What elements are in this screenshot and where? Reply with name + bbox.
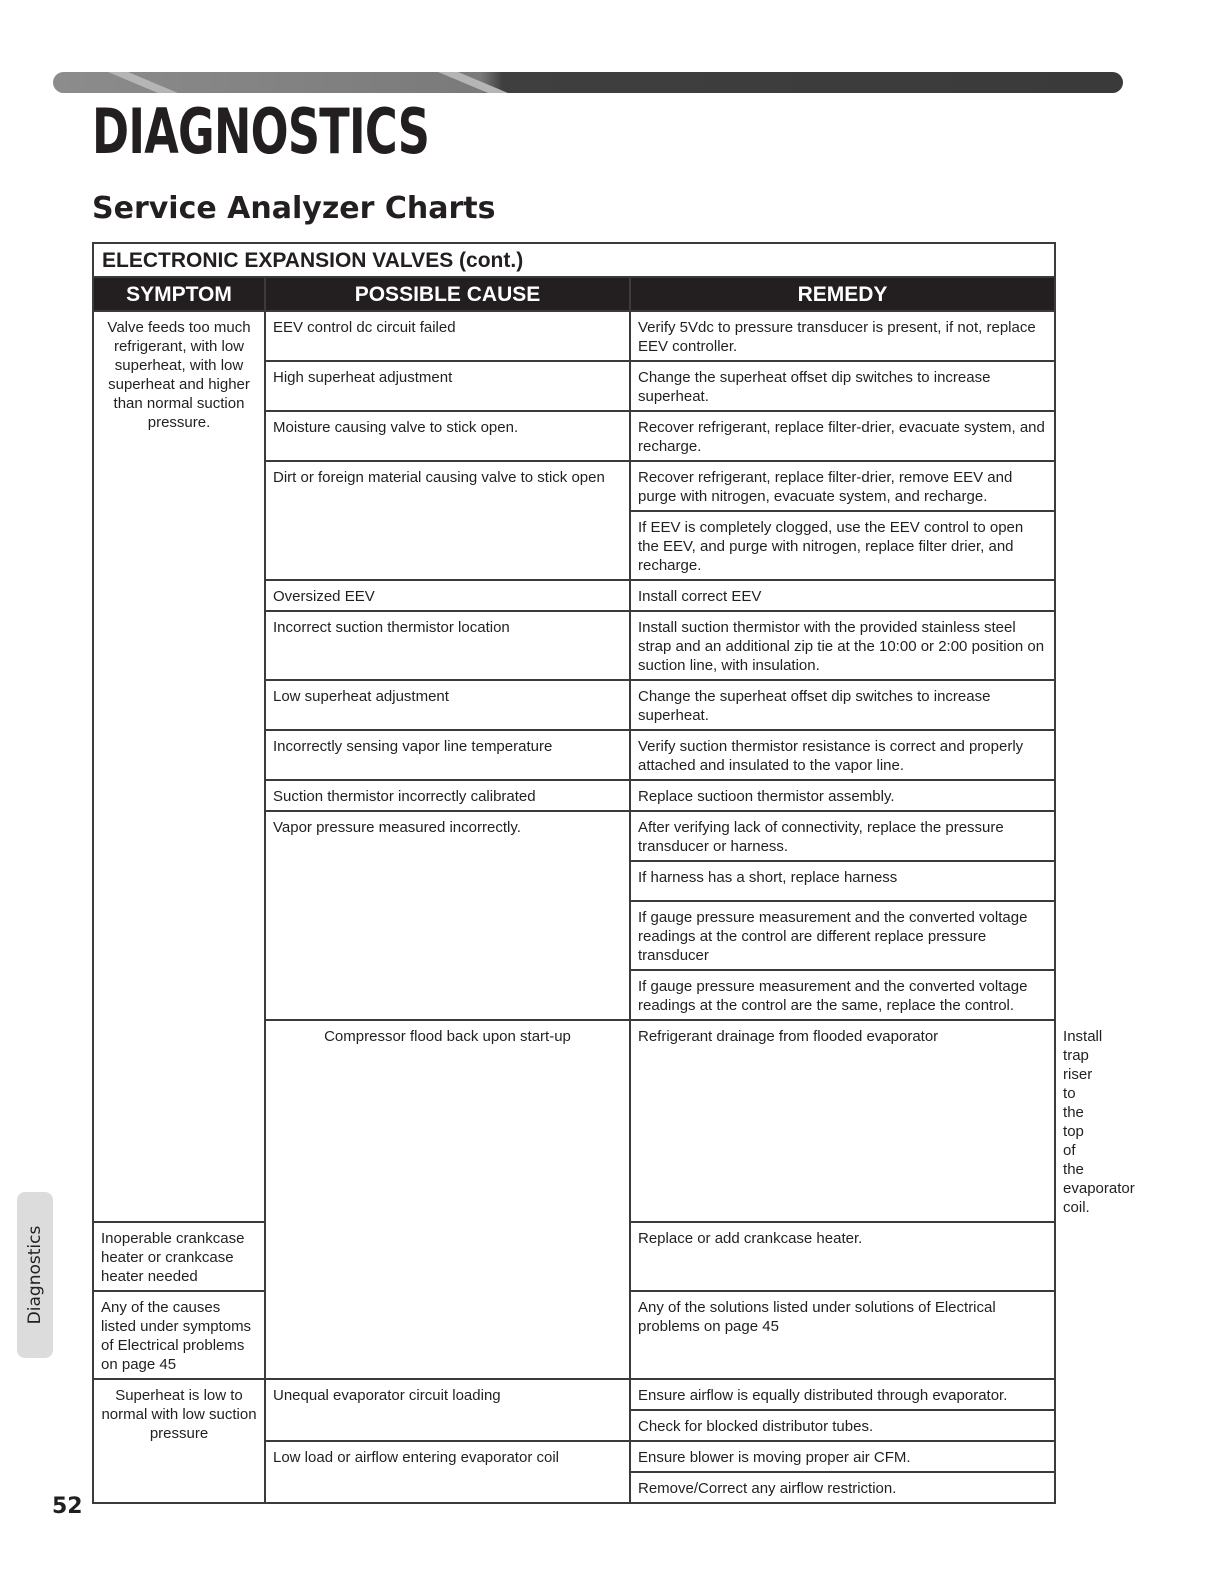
cause-cell: Unequal evaporator circuit loading bbox=[265, 1379, 630, 1441]
header-decorative-bar bbox=[53, 72, 1123, 93]
symptom-cell: Superheat is low to normal with low suction pressure bbox=[93, 1379, 265, 1503]
remedy-cell: If gauge pressure measurement and the converted voltage readings at the control are different replace pressure transducer bbox=[630, 901, 1055, 970]
cause-cell: Low superheat adjustment bbox=[265, 680, 630, 730]
remedy-cell: Replace suctioon thermistor assembly. bbox=[630, 780, 1055, 811]
remedy-cell: After verifying lack of connectivity, replace the pressure transducer or harness. bbox=[630, 811, 1055, 861]
cause-cell: Any of the causes listed under symptoms of Electrical problems on page 45 bbox=[93, 1291, 265, 1379]
cause-cell: Moisture causing valve to stick open. bbox=[265, 411, 630, 461]
remedy-cell: Change the superheat offset dip switches to increase superheat. bbox=[630, 361, 1055, 411]
remedy-cell: Ensure airflow is equally distributed through evaporator. bbox=[630, 1379, 1055, 1410]
cause-cell: Refrigerant drainage from flooded evaporator bbox=[630, 1020, 1055, 1222]
table-header-row bbox=[93, 277, 1055, 311]
section-title: Service Analyzer Charts bbox=[92, 191, 496, 226]
page-number: 52 bbox=[52, 1494, 83, 1519]
side-tab-label: Diagnostics bbox=[25, 1225, 45, 1325]
remedy-cell: If gauge pressure measurement and the converted voltage readings at the control are the same, replace the control. bbox=[630, 970, 1055, 1020]
remedy-cell: Check for blocked distributor tubes. bbox=[630, 1410, 1055, 1441]
remedy-cell: Any of the solutions listed under solutions of Electrical problems on page 45 bbox=[630, 1291, 1055, 1379]
cause-cell: Incorrectly sensing vapor line temperature bbox=[265, 730, 630, 780]
remedy-cell: If harness has a short, replace harness bbox=[630, 861, 1055, 901]
cause-cell: Oversized EEV bbox=[265, 580, 630, 611]
remedy-cell: Replace or add crankcase heater. bbox=[630, 1222, 1055, 1291]
column-header-remedy: REMEDY bbox=[630, 277, 1055, 311]
page-title: DIAGNOSTICS bbox=[92, 95, 430, 168]
remedy-cell: If EEV is completely clogged, use the EEV control to open the EEV, and purge with nitrogen, replace filter drier, and recharge. bbox=[630, 511, 1055, 580]
header-bar-stripes bbox=[53, 72, 1123, 93]
cause-cell: Suction thermistor incorrectly calibrated bbox=[265, 780, 630, 811]
remedy-cell: Change the superheat offset dip switches to increase superheat. bbox=[630, 680, 1055, 730]
table-banner-row bbox=[93, 243, 1055, 277]
remedy-cell: Install suction thermistor with the provided stainless steel strap and an additional zip tie at the 10:00 or 2:00 position on suction line, with insulation. bbox=[630, 611, 1055, 680]
remedy-cell: Recover refrigerant, replace filter-drier, evacuate system, and recharge. bbox=[630, 411, 1055, 461]
column-header-symptom: SYMPTOM bbox=[93, 277, 265, 311]
table-row bbox=[93, 1379, 1055, 1410]
remedy-cell: Verify suction thermistor resistance is correct and properly attached and insulated to the vapor line. bbox=[630, 730, 1055, 780]
cause-cell: High superheat adjustment bbox=[265, 361, 630, 411]
service-analyzer-table bbox=[92, 242, 1135, 1504]
remedy-cell: Remove/Correct any airflow restriction. bbox=[630, 1472, 1055, 1503]
symptom-cell: Compressor flood back upon start-up bbox=[265, 1020, 630, 1379]
cause-cell: Vapor pressure measured incorrectly. bbox=[265, 811, 630, 1020]
cause-cell: EEV control dc circuit failed bbox=[265, 311, 630, 361]
column-header-possible-cause: POSSIBLE CAUSE bbox=[265, 277, 630, 311]
remedy-cell: Recover refrigerant, replace filter-drier, remove EEV and purge with nitrogen, evacuate system, and recharge. bbox=[630, 461, 1055, 511]
cause-cell: Dirt or foreign material causing valve to stick open bbox=[265, 461, 630, 580]
cause-cell: Incorrect suction thermistor location bbox=[265, 611, 630, 680]
table-row bbox=[93, 311, 1055, 361]
remedy-cell: Ensure blower is moving proper air CFM. bbox=[630, 1441, 1055, 1472]
side-section-tab bbox=[17, 1192, 53, 1358]
remedy-cell: Install correct EEV bbox=[630, 580, 1055, 611]
table-row: Compressor flood back upon start-up Refrigerant drainage from flooded evaporator Install trap riser to the top of the evaporator coil. bbox=[93, 1020, 1055, 1222]
cause-cell: Low load or airflow entering evaporator coil bbox=[265, 1441, 630, 1503]
cause-cell: Inoperable crankcase heater or crankcase heater needed bbox=[93, 1222, 265, 1291]
remedy-cell: Verify 5Vdc to pressure transducer is present, if not, replace EEV controller. bbox=[630, 311, 1055, 361]
symptom-cell: Valve feeds too much refrigerant, with low superheat, with low superheat and higher than normal suction pressure. bbox=[93, 311, 265, 1222]
table-banner: ELECTRONIC EXPANSION VALVES (cont.) bbox=[93, 243, 1055, 277]
